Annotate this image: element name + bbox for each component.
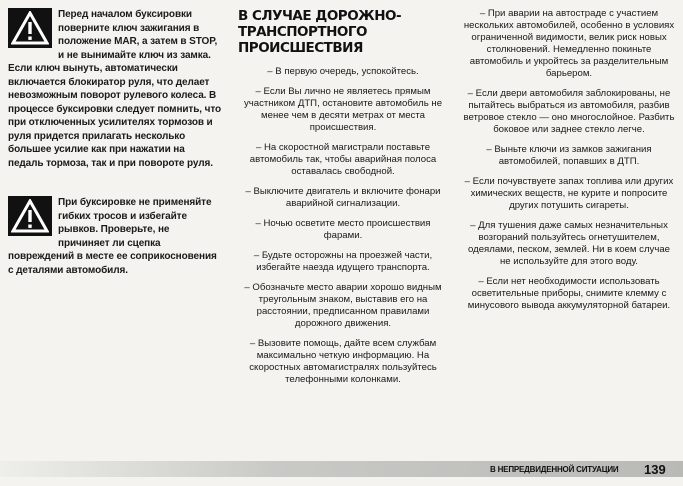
page-number: 139 bbox=[644, 462, 666, 477]
accident-section-continued-column bbox=[462, 8, 676, 320]
section-paragraph: – Если почувствуете запах топлива или других химических веществ, не курите и попросите других потушить сигареты. bbox=[464, 176, 674, 211]
section-paragraph: – Выключите двигатель и включите фонари аварийной сигнализации. bbox=[245, 186, 441, 209]
section-paragraph: – Выньте ключи из замков зажигания автомобилей, попавших в ДТП. bbox=[486, 144, 652, 167]
section-paragraph: – Вызовите помощь, дайте всем службам максимально четкую информацию. На скоростных автомагистралях пользуйтесь телефонными колонками. bbox=[249, 338, 437, 385]
warning-text-1: Перед началом буксировки поверните ключ зажигания в положение MAR, а затем в STOP, и не вынимайте ключ из замка. Если ключ вынуть, автоматически включается блокиратор руля, что делает невозможным поворот рулевого колеса. В процессе буксировки следует помнить, что при отключенных усилителях тормозов и руля придется прилагать несколько большее усилие как при нажатии на педаль тормоза, так и при повороте руля. bbox=[8, 9, 222, 169]
section-paragraph: – В первую очередь, успокойтесь. bbox=[267, 66, 419, 77]
footer-section-name: В НЕПРЕДВИДЕННОЙ СИТУАЦИИ bbox=[490, 465, 619, 474]
section-paragraph: – Если двери автомобиля заблокированы, не пытайтесь выбраться из автомобиля, разбив ветровое стекло — оно многослойное. Разбить боковое или заднее стекло легче. bbox=[463, 88, 675, 135]
section-paragraph: – При аварии на автостраде с участием нескольких автомобилей, особенно в условиях ограниченной видимости, велик риск новых столкновений. Немедленно покиньте автомобиль и укройтесь за разделительным барьером. bbox=[463, 8, 675, 79]
warning-block-2 bbox=[8, 196, 222, 277]
warning-text-2: При буксировке не применяйте гибких тросов и избегайте рывков. Проверьте, не причиняет ли сцепка повреждений в месте ее соприкосновения с деталями автомобиля. bbox=[8, 197, 217, 276]
section-paragraph: – На скоростной магистрали поставьте автомобиль так, чтобы аварийная полоса оставалась свободной. bbox=[249, 142, 437, 177]
section-paragraph: – Ночью осветите место происшествия фарами. bbox=[255, 218, 431, 241]
warning-triangle-icon bbox=[8, 196, 52, 236]
warnings-column bbox=[8, 8, 222, 277]
section-paragraph: – Если Вы лично не являетесь прямым участником ДТП, остановите автомобиль не менее чем в десяти метрах от места происшествия. bbox=[243, 86, 443, 133]
warning-triangle-icon bbox=[8, 8, 52, 48]
section-paragraph: – Для тушения даже самых незначительных возгораний пользуйтесь огнетушителем, одеялами, песком, землей. Ни в коем случае не используйте для этого воду. bbox=[467, 220, 671, 267]
section-paragraph: – Обозначьте место аварии хорошо видным треугольным знаком, выставив его на расстоянии, предписанном правилами дорожного движения. bbox=[244, 282, 442, 329]
section-paragraph: – Если нет необходимости использовать осветительные приборы, снимите клемму с минусового вывода аккумуляторной батареи. bbox=[467, 276, 671, 311]
warning-block-1 bbox=[8, 8, 222, 170]
accident-section-column bbox=[238, 8, 448, 394]
section-paragraph: – Будьте осторожны на проезжей части, избегайте наезда идущего транспорта. bbox=[253, 250, 433, 273]
section-title: В СЛУЧАЕ ДОРОЖНО-ТРАНСПОРТНОГО ПРОИСШЕСТВИЯ bbox=[238, 8, 402, 56]
